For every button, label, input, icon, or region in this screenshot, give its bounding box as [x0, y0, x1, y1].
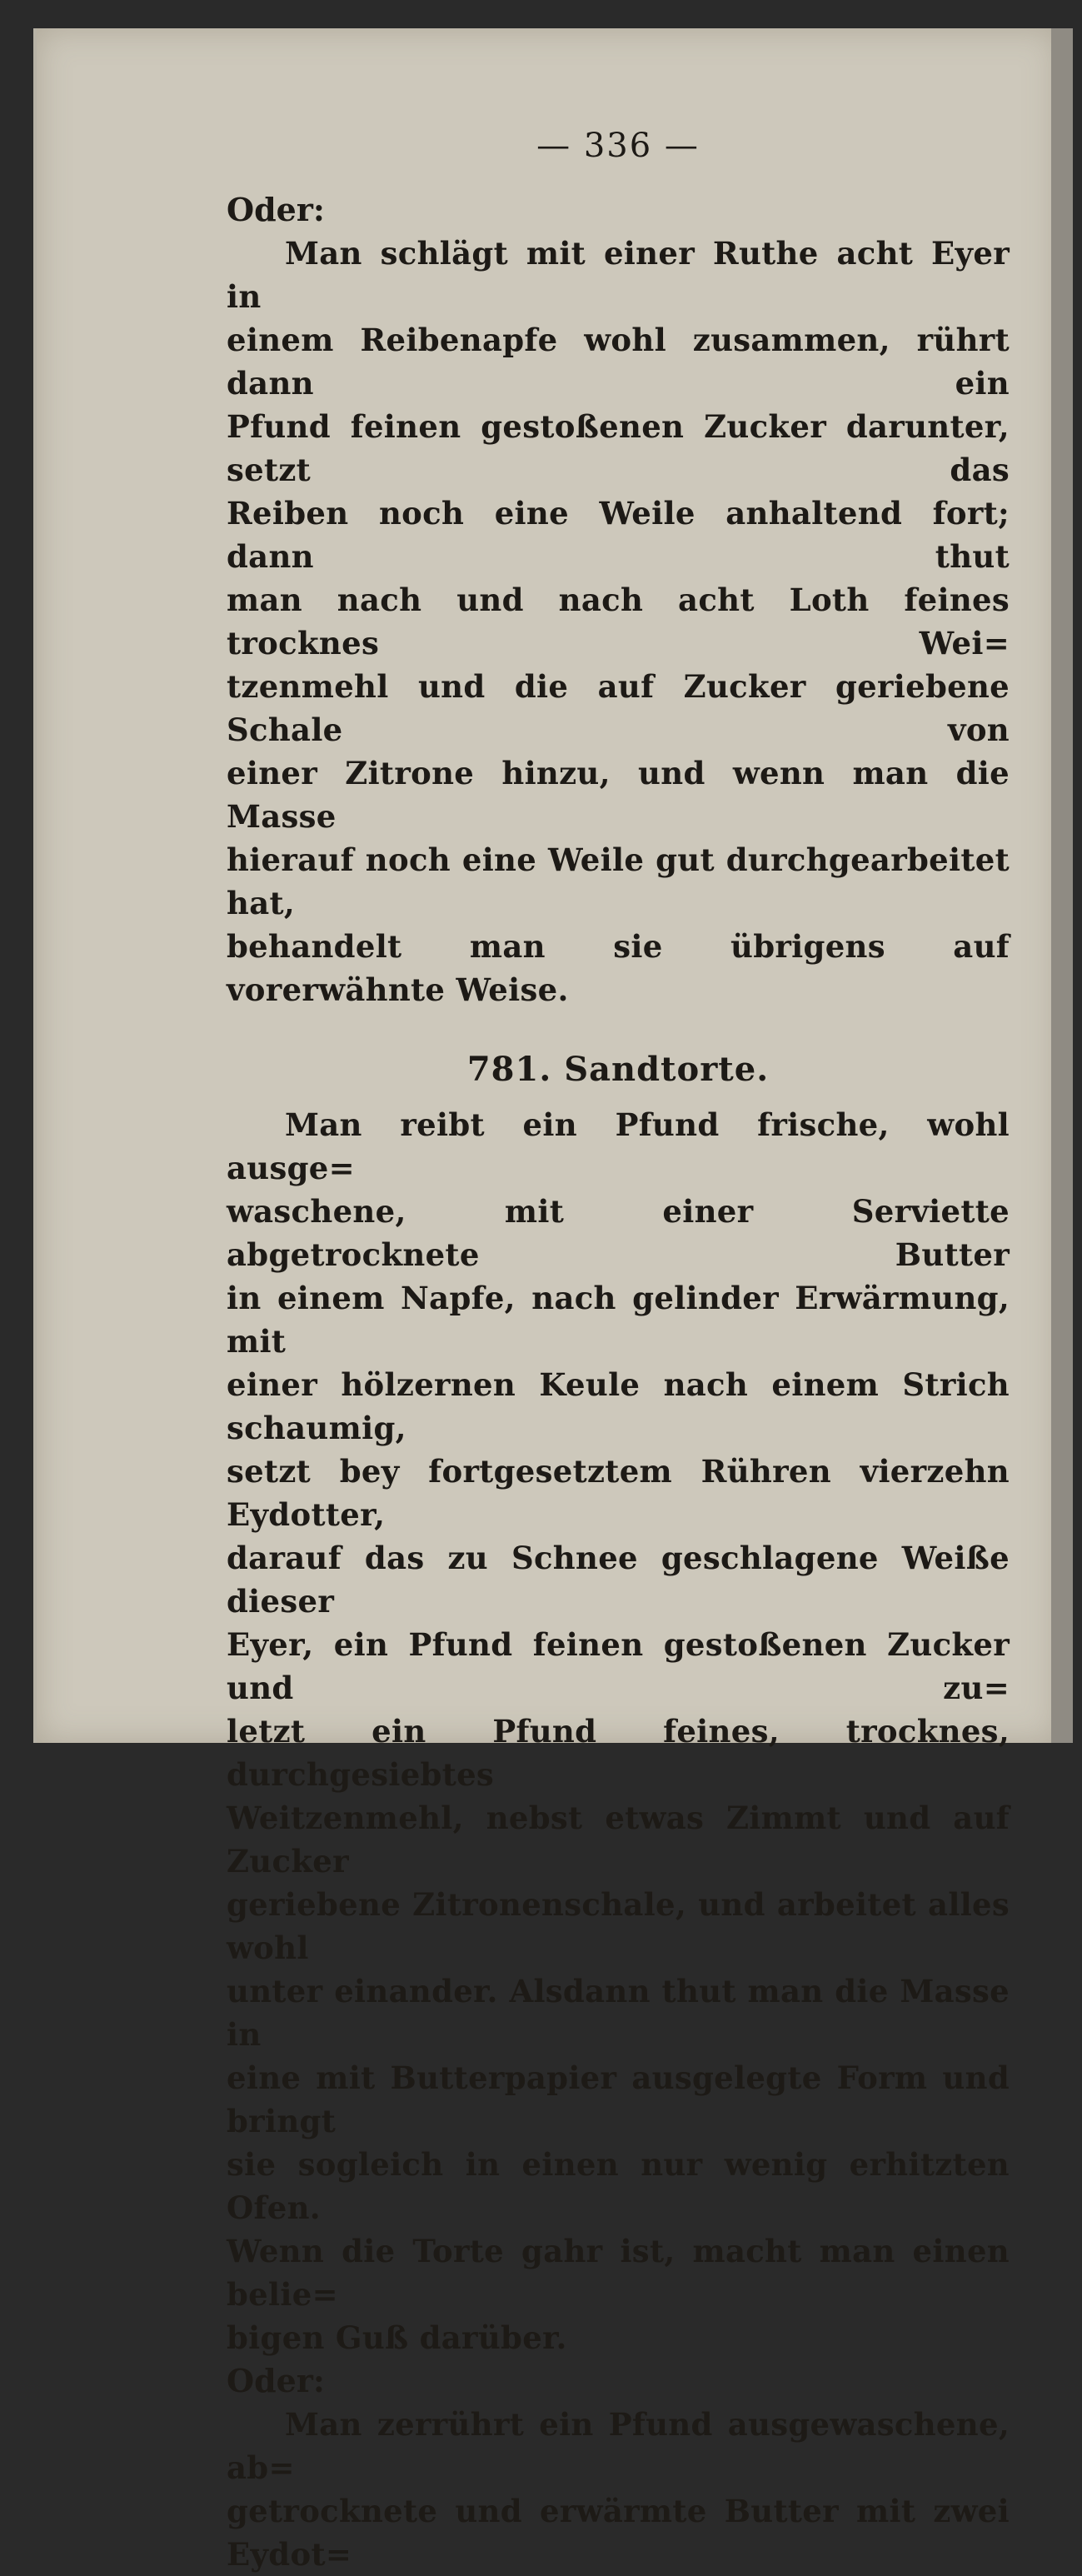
- section-heading: 781. Sandtorte.: [466, 1050, 770, 1089]
- paragraph: [227, 1103, 1010, 2359]
- page-number: — 336 —: [536, 127, 700, 165]
- text-line: waschene, mit einer Serviette abgetrocknete Butter: [227, 1193, 1010, 1273]
- text-line: einer hölzernen Keule nach einem Strich schaumig,: [227, 1366, 1010, 1446]
- recipe-variant-2: [227, 2359, 1010, 2576]
- text-line: setzt bey fortgesetztem Rühren vierzehn Eydotter,: [227, 1453, 1010, 1533]
- recipe-variant-1: [227, 188, 1010, 1011]
- text-line: einer Zitrone hinzu, und wenn man die Masse: [227, 755, 1010, 835]
- text-line: eine mit Butterpapier ausgelegte Form und bringt: [227, 2059, 1010, 2139]
- text-line: tzenmehl und die auf Zucker geriebene Schale von: [227, 668, 1010, 748]
- text-line: in einem Napfe, nach gelinder Erwärmung, mit: [227, 1280, 1010, 1360]
- text-line: Wenn die Torte gahr ist, macht man einen belie=: [227, 2233, 1010, 2313]
- text-line: Pfund feinen gestoßenen Zucker darunter, setzt das: [227, 408, 1010, 488]
- text-line: getrocknete und erwärmte Butter mit zwei Eydot=: [227, 2493, 1010, 2573]
- text-line: behandelt man sie übrigens auf vorerwähnte Weise.: [227, 928, 1010, 1008]
- text-line: man nach und nach acht Loth feines trocknes Wei=: [227, 582, 1010, 661]
- text-line: Weitzenmehl, nebst etwas Zimmt und auf Zucker: [227, 1800, 1010, 1880]
- text-line: bigen Guß darüber.: [227, 2319, 567, 2356]
- variant-label: Oder:: [227, 191, 325, 228]
- text-line: Reiben noch eine Weile anhaltend fort; dann thut: [227, 495, 1010, 575]
- text-line: Man zerrührt ein Pfund ausgewaschene, ab=: [227, 2406, 1010, 2486]
- variant-label: Oder:: [227, 2362, 325, 2399]
- text-line: darauf das zu Schnee geschlagene Weiße dieser: [227, 1540, 1010, 1620]
- text-line: unter einander. Alsdann thut man die Masse in: [227, 1973, 1010, 2053]
- text-line: Man schlägt mit einer Ruthe acht Eyer in: [227, 235, 1010, 315]
- text-line: hierauf noch eine Weile gut durchgearbeitet hat,: [227, 841, 1010, 921]
- text-line: Man reibt ein Pfund frische, wohl ausge=: [227, 1106, 1010, 1186]
- text-line: einem Reibenapfe wohl zusammen, rührt dann ein: [227, 322, 1010, 402]
- text-line: sie sogleich in einen nur wenig erhitzten Ofen.: [227, 2146, 1010, 2226]
- paragraph: [227, 232, 1010, 1011]
- page-edge-right: [1051, 28, 1073, 1743]
- recipe-section: [227, 1045, 1010, 2359]
- text-line: geriebene Zitronenschale, und arbeitet alles wohl: [227, 1886, 1010, 1966]
- paragraph: [227, 2403, 1010, 2576]
- page-content: [227, 125, 1010, 2576]
- text-line: letzt ein Pfund feines, trocknes, durchgesiebtes: [227, 1713, 1010, 1793]
- text-line: Eyer, ein Pfund feinen gestoßenen Zucker und zu=: [227, 1626, 1010, 1706]
